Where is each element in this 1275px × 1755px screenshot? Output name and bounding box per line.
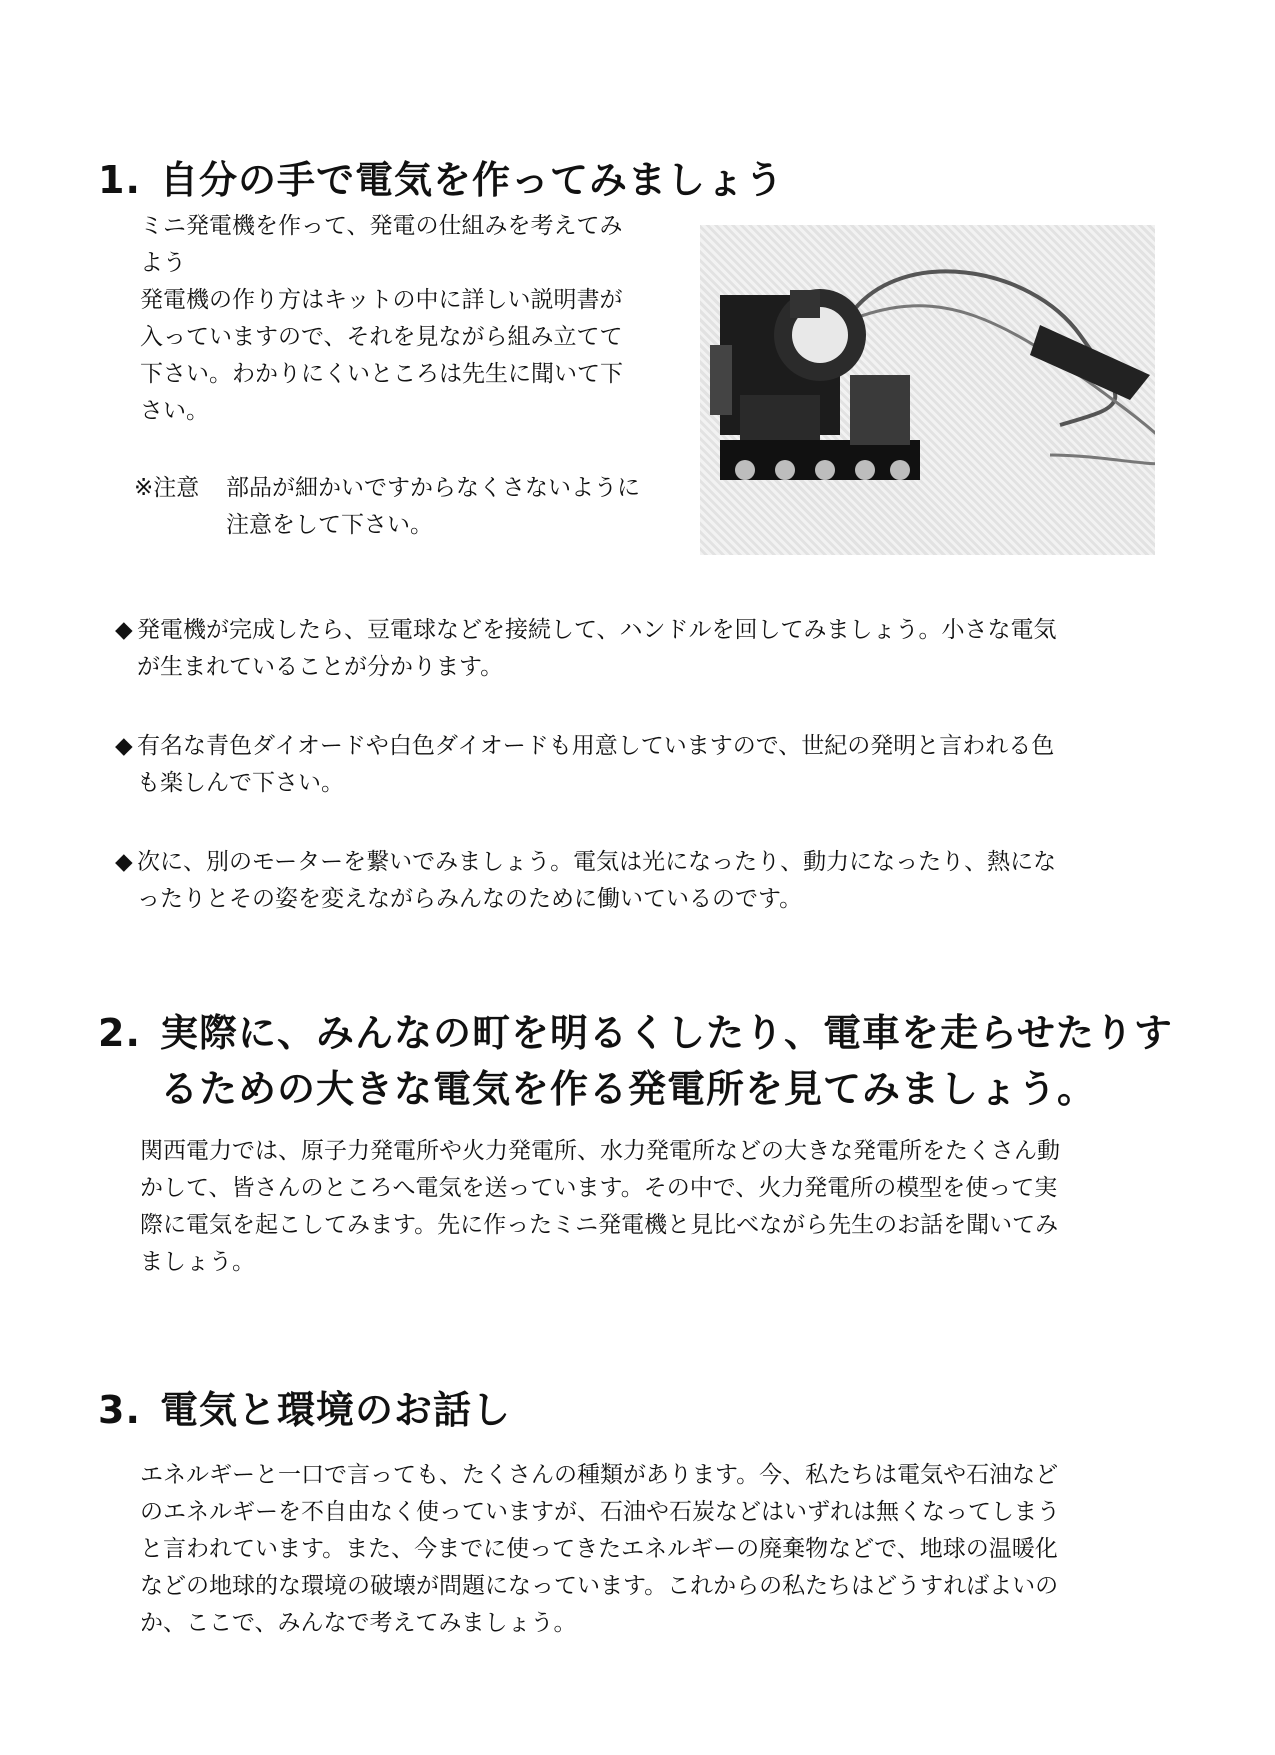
body-line: ましょう。 [140, 1249, 255, 1275]
body-line: かして、皆さんのところへ電気を送っています。その中で、火力発電所の模型を使って実 [140, 1175, 1058, 1201]
diamond-bullet-icon: ◆ [115, 733, 133, 759]
caution-line: 部品が細かいですからなくさないように [226, 475, 640, 501]
bullet-line: が生まれていることが分かります。 [137, 654, 504, 680]
mini-generator-photo [700, 225, 1155, 555]
body-line: エネルギーと一口で言っても、たくさんの種類があります。今、私たちは電気や石油など [140, 1462, 1059, 1488]
section-2-body [140, 1133, 1060, 1281]
section-3-heading [98, 1385, 511, 1435]
section-2-title-line: るための大きな電気を作る発電所を見てみましょう。 [160, 1067, 1097, 1111]
bullet-line: も楽しんで下さい。 [137, 770, 344, 796]
diamond-bullet-icon: ◆ [115, 617, 133, 643]
body-line: などの地球的な環境の破壊が問題になっています。これからの私たちはどうすればよいの [140, 1573, 1059, 1599]
section-3-number: 3. [98, 1388, 141, 1432]
intro-line: ミニ発電機を作って、発電の仕組みを考えてみ [140, 213, 623, 239]
section-1-intro [140, 208, 623, 430]
section-1-heading [98, 155, 784, 205]
section-3-body [140, 1457, 1060, 1642]
intro-line: 発電機の作り方はキットの中に詳しい説明書が [140, 287, 623, 313]
section-1-number: 1. [98, 158, 141, 202]
diamond-bullet-icon: ◆ [115, 849, 133, 875]
bullet-line: 発電機が完成したら、豆電球などを接続して、ハンドルを回してみましょう。小さな電気 [137, 617, 1057, 643]
intro-line: さい。 [140, 398, 209, 424]
section-3-title: 電気と環境のお話し [160, 1388, 512, 1432]
section-1-title: 自分の手で電気を作ってみましょう [160, 158, 785, 202]
bullet-line: 有名な青色ダイオードや白色ダイオードも用意していますので、世紀の発明と言われる色 [137, 733, 1055, 759]
section-2-title-line: 実際に、みんなの町を明るくしたり、電車を走らせたりす [160, 1011, 1173, 1055]
body-line: 関西電力では、原子力発電所や火力発電所、水力発電所などの大きな発電所をたくさん動 [140, 1138, 1060, 1164]
bullet-item [115, 844, 1056, 918]
section-2-heading [98, 1005, 1173, 1117]
bullet-item [115, 728, 1054, 802]
generator-illustration [700, 225, 1155, 555]
caution-label: ※注意 [134, 475, 200, 501]
bullet-line: 次に、別のモーターを繋いでみましょう。電気は光になったり、動力になったり、熱にな [137, 849, 1057, 875]
body-line: 際に電気を起こしてみます。先に作ったミニ発電機と見比べながら先生のお話を聞いてみ [140, 1212, 1059, 1238]
bullet-item [115, 612, 1057, 686]
bullet-line: ったりとその姿を変えながらみんなのために働いているのです。 [137, 886, 803, 912]
intro-line: 下さい。わかりにくいところは先生に聞いて下 [140, 361, 623, 387]
section-2-number: 2. [98, 1011, 141, 1055]
intro-line: 入っていますので、それを見ながら組み立てて [140, 324, 623, 350]
body-line: のエネルギーを不自由なく使っていますが、石油や石炭などはいずれは無くなってしまう [140, 1499, 1060, 1525]
body-line: か、ここで、みんなで考えてみましょう。 [140, 1610, 577, 1636]
intro-line: よう [140, 250, 186, 276]
caution-note [134, 470, 640, 544]
body-line: と言われています。また、今までに使ってきたエネルギーの廃棄物などで、地球の温暖化 [140, 1536, 1058, 1562]
caution-line: 注意をして下さい。 [226, 512, 433, 538]
